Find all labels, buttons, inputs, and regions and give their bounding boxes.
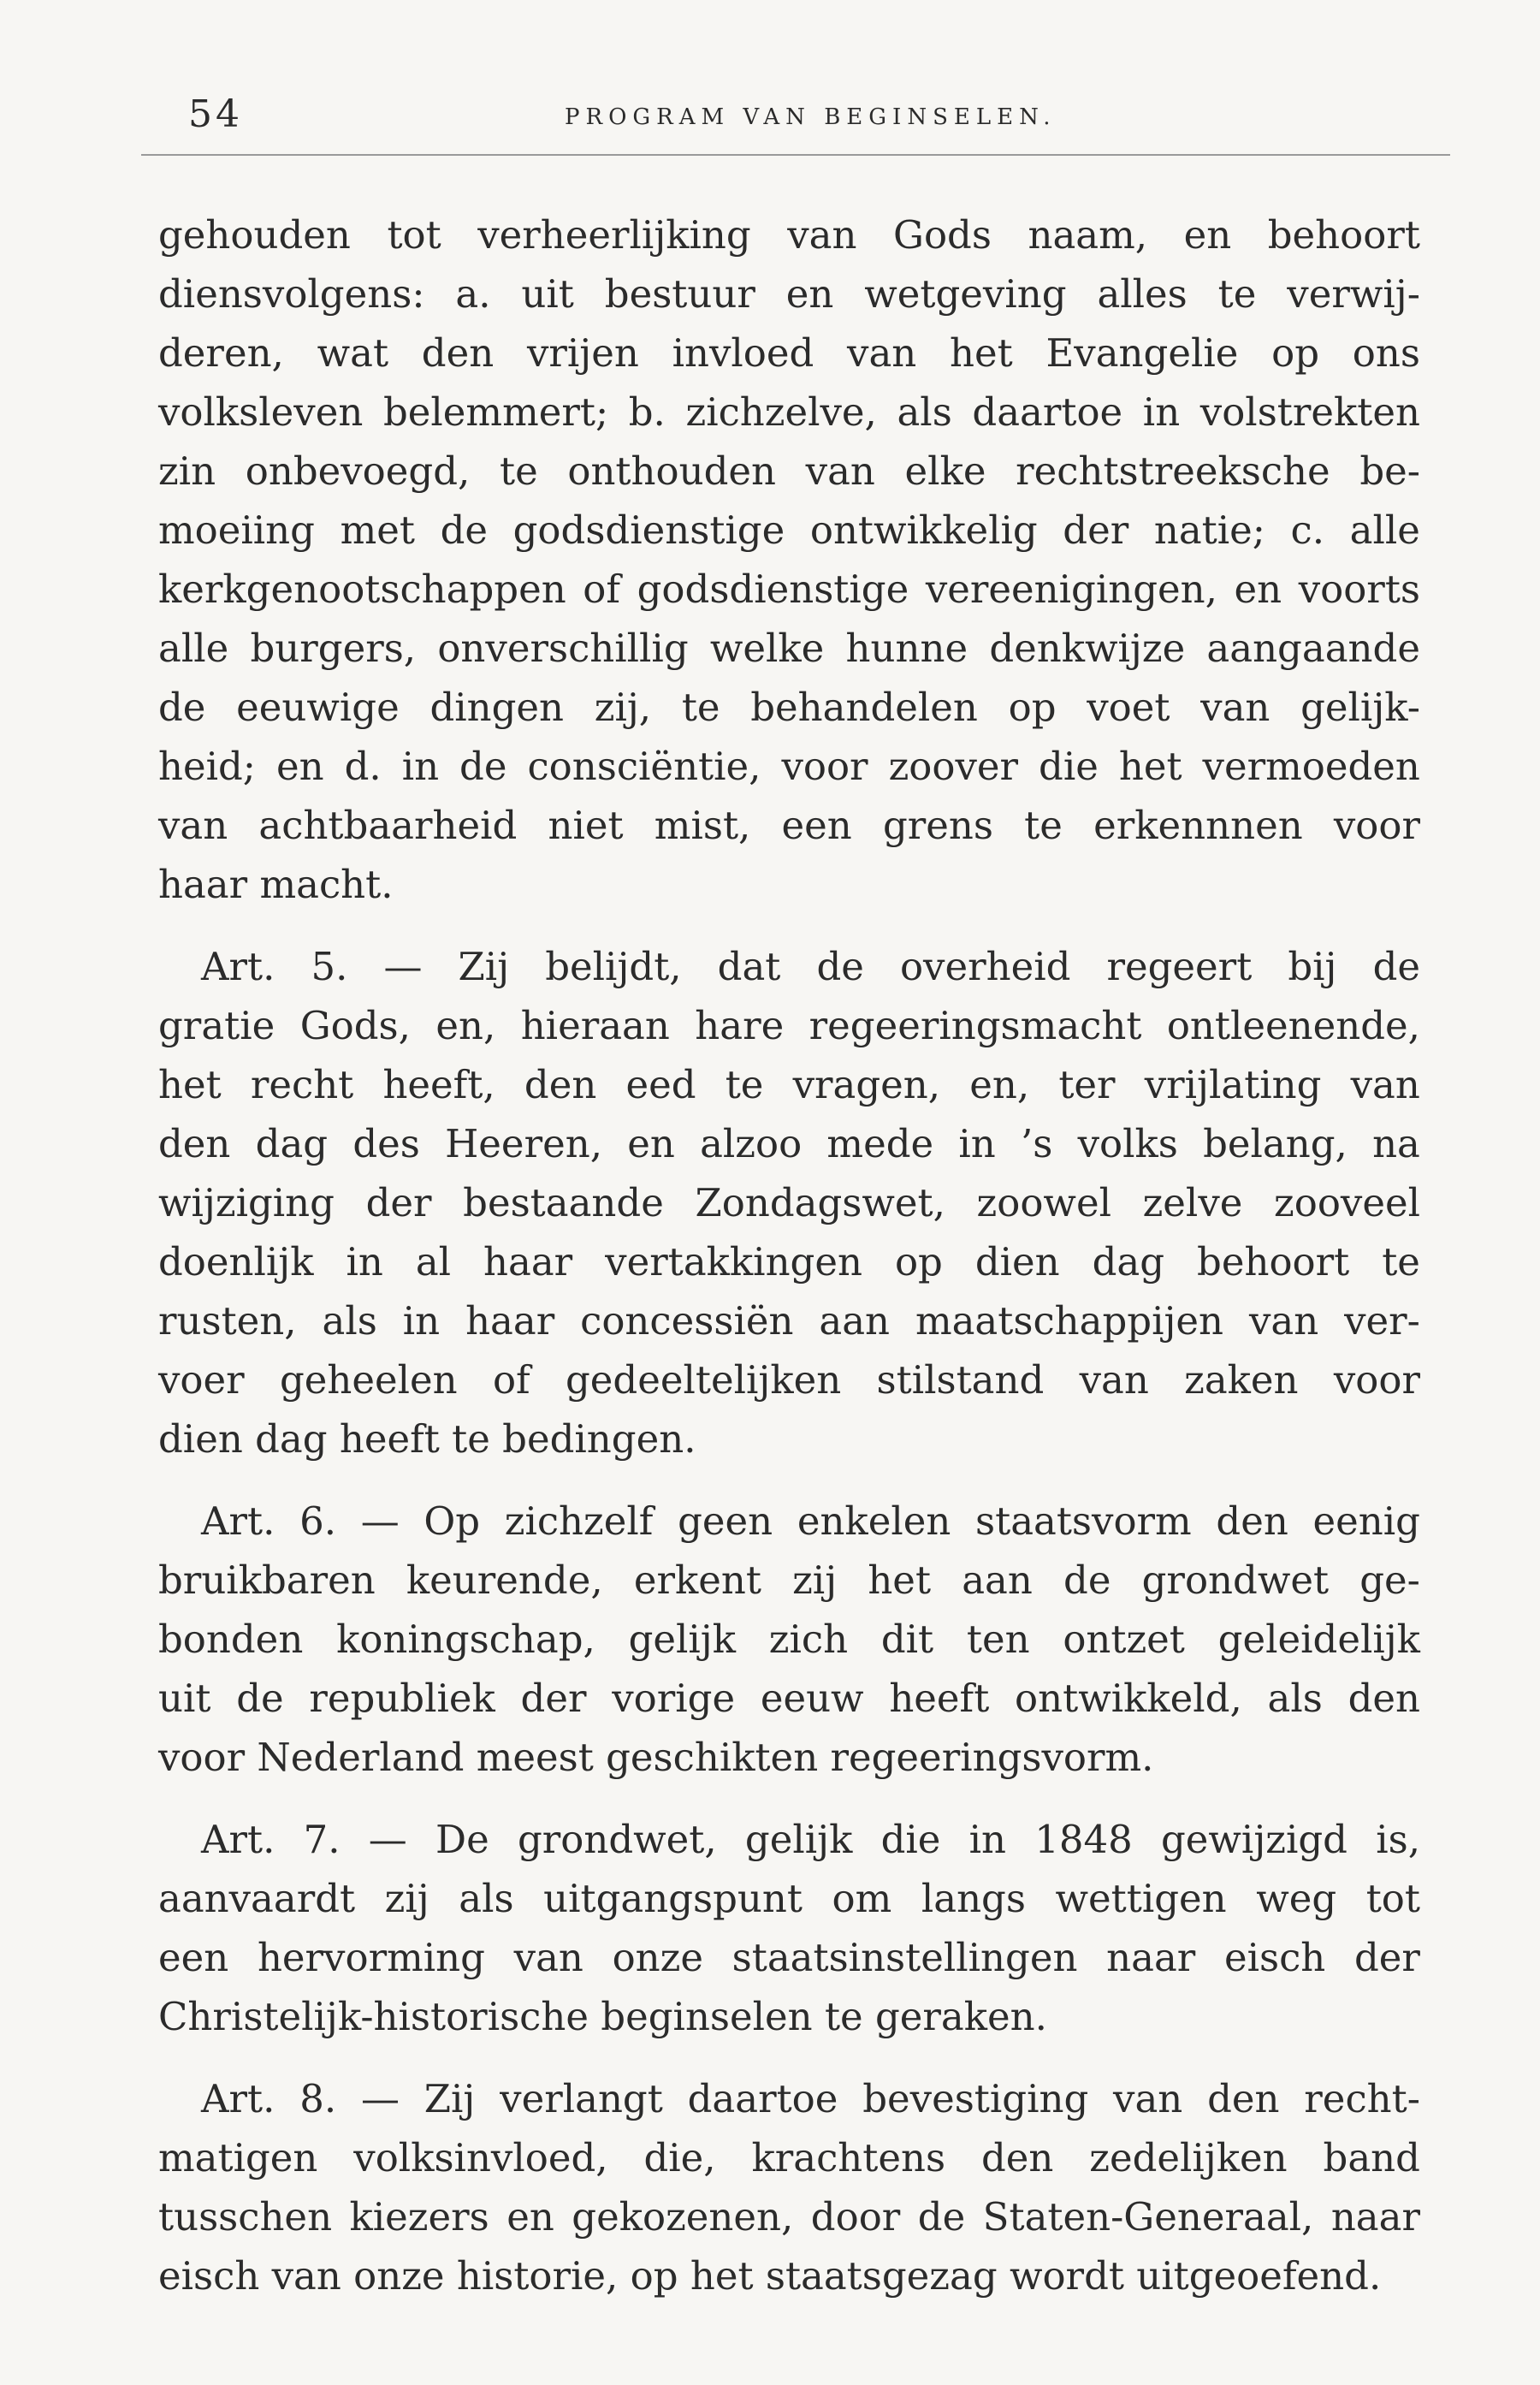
text-line: diensvolgens: a. uit bestuur en wetgeving alles te verwij- (158, 271, 1420, 317)
text-line: gehouden tot verheerlijking van Gods naam, en behoort (158, 212, 1420, 258)
text-line: rusten, als in haar concessiën aan maatschappijen van ver- (158, 1298, 1420, 1344)
paragraph (158, 1492, 1420, 1787)
text-line: deren, wat den vrijen invloed van het Evangelie op ons (158, 330, 1420, 376)
text-line: Art. 5. — Zij belijdt, dat de overheid regeert bij de (201, 944, 1420, 989)
paragraph (158, 2069, 1420, 2305)
text-line: van achtbaarheid niet mist, een grens te erkennnen voor (158, 803, 1420, 848)
text-line: het recht heeft, den eed te vragen, en, ter vrijlating van (158, 1062, 1420, 1107)
paragraph (158, 937, 1420, 1468)
text-line: volksleven belemmert; b. zichzelve, als daartoe in volstrekten (158, 389, 1420, 435)
text-line: haar macht. (158, 862, 394, 907)
text-line: gratie Gods, en, hieraan hare regeeringsmacht ontleenende, (158, 1003, 1420, 1048)
text-line: zin onbevoegd, te onthouden van elke rechtstreeksche be- (158, 448, 1420, 494)
text-line: voer geheelen of gedeeltelijken stilstand van zaken voor (158, 1357, 1420, 1403)
text-line: voor Nederland meest geschikten regeeringsvorm. (158, 1735, 1154, 1780)
text-line: Art. 8. — Zij verlangt daartoe bevestiging van den recht- (201, 2076, 1420, 2121)
text-line: bruikbaren keurende, erkent zij het aan de grondwet ge- (158, 1557, 1420, 1603)
paragraph-gap (158, 1468, 1420, 1492)
page-number: 54 (188, 92, 243, 136)
text-line: Christelijk-historische beginselen te geraken. (158, 1994, 1047, 2039)
text-line: dien dag heeft te bedingen. (158, 1416, 696, 1462)
text-line: een hervorming van onze staatsinstellingen naar eisch der (158, 1935, 1420, 1980)
text-line: Art. 6. — Op zichzelf geen enkelen staatsvorm den eenig (201, 1498, 1420, 1544)
text-line: kerkgenootschappen of godsdienstige vereenigingen, en voorts (158, 567, 1420, 612)
running-head: PROGRAM VAN BEGINSELEN. (565, 104, 1057, 130)
text-line: eisch van onze historie, op het staatsgezag wordt uitgeoefend. (158, 2253, 1382, 2299)
page-header (188, 92, 1454, 144)
text-line: alle burgers, onverschillig welke hunne denkwijze aangaande (158, 626, 1420, 671)
header-rule (141, 154, 1450, 156)
paragraph (158, 1810, 1420, 2046)
text-line: aanvaardt zij als uitgangspunt om langs wettigen weg tot (158, 1876, 1420, 1921)
text-line: bonden koningschap, gelijk zich dit ten ontzet geleidelijk (158, 1617, 1420, 1662)
text-line: Art. 7. — De grondwet, gelijk die in 1848 gewijzigd is, (201, 1817, 1420, 1862)
text-line: uit de republiek der vorige eeuw heeft ontwikkeld, als den (158, 1676, 1420, 1721)
paragraph-gap (158, 1787, 1420, 1810)
paragraph-gap (158, 2046, 1420, 2069)
body-text (158, 205, 1420, 2305)
text-line: heid; en d. in de consciëntie, voor zoover die het vermoeden (158, 744, 1420, 789)
text-line: tusschen kiezers en gekozenen, door de Staten-Generaal, naar (158, 2194, 1420, 2240)
text-line: wijziging der bestaande Zondagswet, zoowel zelve zooveel (158, 1180, 1420, 1225)
text-line: doenlijk in al haar vertakkingen op dien dag behoort te (158, 1239, 1420, 1284)
text-line: den dag des Heeren, en alzoo mede in ’s volks belang, na (158, 1121, 1420, 1166)
paragraph (158, 205, 1420, 914)
text-line: de eeuwige dingen zij, te behandelen op voet van gelijk- (158, 685, 1420, 730)
text-line: moeiing met de godsdienstige ontwikkelig der natie; c. alle (158, 507, 1420, 553)
paragraph-gap (158, 914, 1420, 937)
text-line: matigen volksinvloed, die, krachtens den zedelijken band (158, 2135, 1420, 2180)
